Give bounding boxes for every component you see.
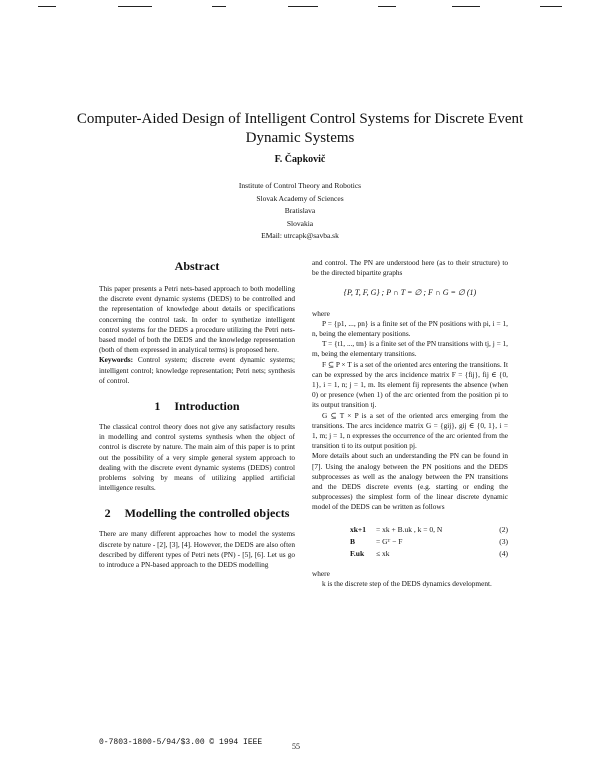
section-2-heading — [99, 505, 295, 521]
section-number: 1 — [154, 399, 161, 414]
paragraph: and control. The PN are understood here (as to their structure) to be the directed bipartite graphs — [312, 258, 508, 278]
equation-rhs: = xk + B.uk , k = 0, N — [376, 524, 443, 534]
paper-author: F. Čapkovič — [274, 154, 326, 165]
top-edge-marks — [0, 6, 600, 10]
affiliation-line: Slovak Academy of Sciences — [256, 193, 344, 203]
equation-rhs: ≤ xk — [376, 549, 390, 559]
section-title: Introduction — [174, 399, 240, 414]
section-number: 2 — [104, 506, 111, 521]
keywords-text: Control system; discrete event dynamic systems; intelligent control; knowledge representation; Petri nets; synthesis of control. — [99, 355, 295, 385]
paragraph: G ⊆ T × P is a set of the oriented arcs emerging from the transitions. The arcs incidence matrix G = {gij}, gij ∈ {0, 1}, i = 1, m; j = 1, n expresses the occurrence of the arc oriented from the transition ti to its output position pj. — [312, 410, 508, 451]
equation-1: {P, T, F, G} ; P ∩ T = ∅ ; F ∩ G = ∅ (1) — [343, 288, 477, 298]
right-column — [312, 258, 508, 590]
equation-number: (3) — [499, 536, 508, 546]
paper-title: Computer-Aided Design of Intelligent Control Systems for Discrete Event Dynamic Systems — [76, 111, 524, 146]
left-column — [99, 258, 295, 570]
affiliation-block — [0, 180, 600, 243]
section-1-heading — [99, 398, 295, 414]
equation-lhs: B — [350, 536, 356, 546]
paragraph: F ⊆ P × T is a set of the oriented arcs entering the transitions. It can be expressed by the arcs incidence matrix F = {fij}, fij ∈ {0, 1}, i = 1, n; j = 1, m. Its element fij represents the absence (when 0) or presence (when 1) of the arc oriented from the position pi to its output transition tj. — [312, 359, 508, 410]
section-title: Modelling the controlled objects — [124, 506, 290, 521]
abstract-heading: Abstract — [174, 259, 220, 273]
equation-row — [312, 549, 508, 559]
affiliation-line: Bratislava — [284, 206, 316, 215]
paragraph: k is the discrete step of the DEDS dynamics development. — [322, 579, 492, 589]
equation-rhs: = Gᵀ − F — [376, 536, 403, 546]
equation-lhs: F.uk — [350, 549, 365, 559]
equation-row — [312, 525, 508, 535]
affiliation-line: Institute of Control Theory and Robotics — [238, 181, 362, 190]
equation-number: (2) — [499, 524, 508, 534]
section-1-text: The classical control theory does not give any satisfactory results in modelling and control systems synthesis when the object of control is discrete by nature. The main aim of this paper is to print out the possibility of a very simple general system approach to dealing with the discrete event dynamic systems (DEDS) control problems solving by means of utilizing applied artificial intelligence results. — [99, 422, 295, 493]
abstract-text: This paper presents a Petri nets-based approach to both modelling the discrete event dynamic systems (DEDS) to be controlled and the representation of knowledge about details or specifications concerning the control task. In order to synthetize intelligent control systems for the DEDS a procedure utilizing the Petri nets-based model of both the DEDS and the knowledge representation (both of them expressed in analytical terms) is proposed here. — [99, 284, 295, 355]
page-number: 55 — [292, 742, 300, 751]
paragraph: T = {t1, ..., tm} is a finite set of the PN transitions with tj, j = 1, m, being the elementary transitions. — [312, 339, 508, 359]
keywords-label: Keywords: — [99, 355, 134, 365]
where-label: where — [312, 569, 330, 579]
equation-row — [312, 537, 508, 547]
where-label: where — [312, 308, 330, 318]
equation-number: (4) — [499, 549, 508, 559]
keywords-paragraph — [99, 355, 295, 386]
copyright-line: 0-7803-1800-5/94/$3.00 © 1994 IEEE — [99, 738, 263, 747]
equation-block — [312, 525, 508, 560]
equation-lhs: xk+1 — [350, 524, 366, 534]
affiliation-line: Slovakia — [286, 218, 314, 228]
affiliation-email: EMail: utrcapk@savba.sk — [261, 231, 339, 240]
section-2-text: There are many different approaches how to model the systems discrete by nature - [2], [3], [4]. However, the DEDS are also often described by different types of Petri nets (PN) - [5], [6]. Let us go to introduce a PN-based approach to the DEDS modelling — [99, 529, 295, 570]
paragraph: P = {p1, ..., pn} is a finite set of the PN positions with pi, i = 1, n, being the elementary positions. — [312, 318, 508, 339]
paragraph: More details about such an understanding the PN can be found in [7]. Using the analogy between the PN positions and the DEDS subprocesses as well as the analogy between the PN transitions and the DEDS discrete events (e.g. starting or ending the subprocesses) the simplest form of the linear discrete dynamic model of the DEDS can be written as follows — [312, 451, 508, 512]
